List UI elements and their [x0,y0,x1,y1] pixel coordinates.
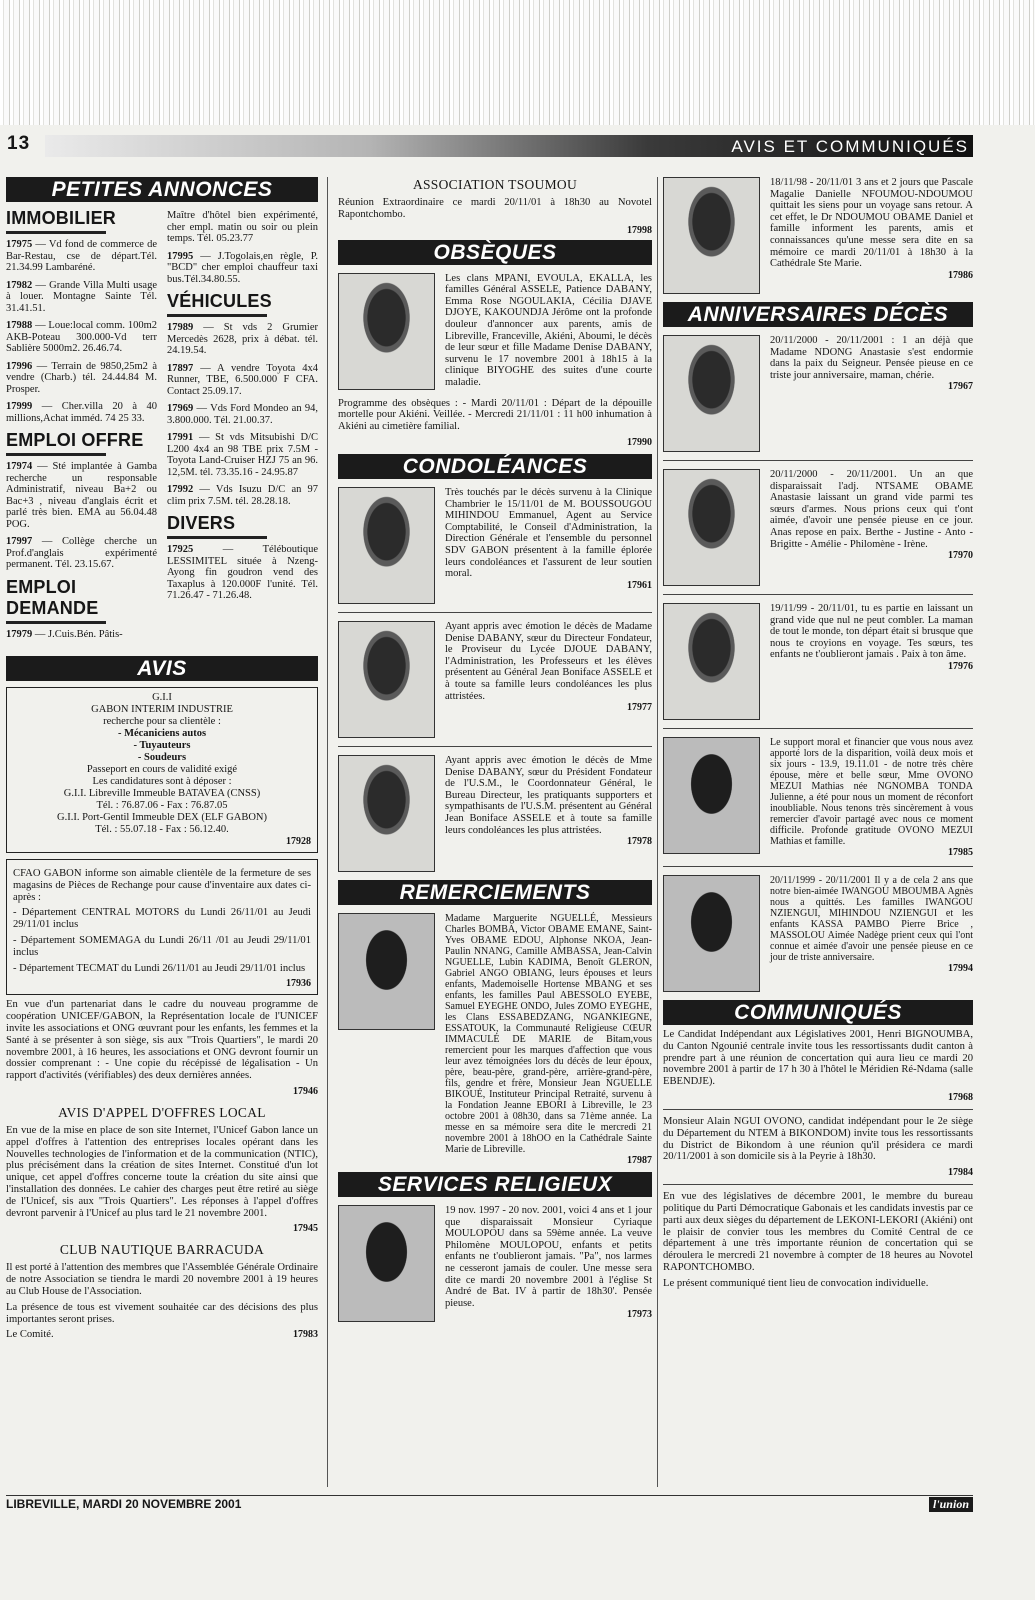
column-middle [338,177,652,1330]
portrait-photo [338,913,435,1030]
appel-offres-title: AVIS D'APPEL D'OFFRES LOCAL [58,1104,266,1120]
ref-number: 17967 [948,381,973,393]
anniversary-item [663,875,973,992]
club-sign: Le Comité. [6,1329,54,1341]
text-line: GABON INTERIM INDUSTRIE [91,704,233,715]
club-text: Il est porté à l'attention des membres que l'Assemblée Générale Ordinaire de notre Association se tiendra le mardi 20 novembre 2001 à 19 heures au Club House de l'Association. [6,1262,318,1297]
communique-text: Le présent communiqué tient lieu de convocation individuelle. [663,1277,929,1289]
ref-number: 17970 [948,550,973,562]
classified-ad: Maître d'hôtel bien expérimenté, cher empl. matin ou soir ou plein temps. Tél. 05.23.77 [167,210,318,244]
divider [6,231,106,234]
ref-number: 17946 [293,1085,318,1097]
ref-number: 17987 [627,1154,652,1166]
anniversaires-band: ANNIVERSAIRES DÉCÈS [663,302,973,327]
ref-number: 17986 [948,269,973,281]
classifieds-left [6,202,157,646]
ref-number: 17994 [948,963,973,974]
memorial-item [663,177,973,294]
ref-number: 17976 [948,660,973,672]
column-left [6,177,318,1345]
communique-text: Le Candidat Indépendant aux Législatives 2001, Henri BIGNOUMBA, du Canton Ngounié centrale invite tous les ressortissants dudit canton à prendre part à une réunion de concertation qui aura lieu ce mardi 20 novembre 2001 à partir de 17 h 30 à l'hôtel le Méridien Ré-Ndama (salle EBENDJE). [663,1029,973,1088]
communiques-band: COMMUNIQUÉS [663,1000,973,1025]
classified-ad: 17989 — St vds 2 Grumier Mercedès 2628, prix à débat. tél. 24.19.54. [167,322,318,356]
divider [663,1109,973,1110]
divider [663,594,973,595]
portrait-photo [663,603,760,720]
column-rule [327,177,328,1487]
ref-number: 17984 [948,1167,973,1179]
ref-number: 17973 [627,1309,652,1321]
services-religieux-band: SERVICES RELIGIEUX [338,1172,652,1197]
portrait-photo [338,273,435,390]
memorial-text: 18/11/98 - 20/11/01 3 ans et 2 jours que Pascale Magalie Danielle NFOUMOU-NDOUMOU quittait les siens pour un voyage sans retour. A cet effet, le Dr NDOUMOU OBAME Daniel et famille informent les parents, amis et connaissances qu'une messe sera dite en sa mémoire ce mardi 20/11/01 à 18h30 à la Cathédrale Ste Marie. 17986 [770,177,973,281]
page-number: 13 [7,133,31,154]
divider [663,1184,973,1185]
portrait-photo [663,737,760,854]
classified-ad: 17996 — Terrain de 9850,25m2 à vendre (Charb.) tél. 24.44.84 M. Prosper. [6,360,157,395]
remerciements-text: Madame Marguerite NGUELLÉ, Messieurs Charles BOMBA, Victor OBAME EMANE, Saint-Yves OBAME EDOU, Alphonse NKOA, Jean-Paulin NNANG, Camille AMBASSA, Jean-Calvin NGUELLE, Lubin KADIMA, Benoît GLERON, Gabriel ANGO OBIANG, leurs épouses et leurs enfants, Mademoiselle Hortense MBANG et ses enfants, les familles Paul ABESSOLO EYEBE, Samuel EYEGHE ONDO, Jules ZOMO EYEGHE, les Clans ESSABEDZANG, NGANKIEGNE, ESSATOUK, la Communauté Religieuse CŒUR IMMACULÉ DE MARIE de Bitam,vous remercient pour les marques d'affection que vous leur avez témoignées lors du décès de leur époux, père, beau-père, grand-père, arrière-grand-père, fils, gendre et frère, Monsieur Jean NGUELLE BIKOUÉ, Instituteur Principal Retraité, survenu à la Fondation Jeanne EBORI à Libreville, le 23 octobre 2001 à 08h30, dans sa 71ème année. La messe en sa mémoire sera dite le mercredi 21 novembre 2001 à 18hOO en la Cathédrale Sainte Marie de Libreville. [445,912,652,1155]
text-line: Tél. : 55.07.18 - Fax : 56.12.40. [95,824,229,835]
ref-number: 17968 [948,1091,973,1103]
appel-offres-text: En vue de la mise en place de son site Internet, l'Unicef Gabon lance un appel d'offres à l'attention des entreprises locales opérant dans les Nouvelles technologies de l'information et de la communication (NTIC), plus précisément dans la création de sites Internet. Constitué d'un lot unique, cet appel d'offres concerne toute la création du site ainsi que l'installation des données. Le cahier des charges peut être retiré au siège de l'Unicef, sis aux "Trois Quartiers". Les réponses à l'appel d'offres devront parvenir à l'Unicef au plus tard le 21 novembre 2001. [6,1124,318,1219]
condolence-text: Ayant appris avec émotion le décès de Mme Denise DABANY, sœur du Président Fondateur de l'U.S.M., le Coordonnateur Général, le Bureau Directeur, les pratiquants supporters et sympathisants de l'U.S.M. présentent au Général Jean Boniface ASSELE et à toute sa famille leurs condoléances les plus attristées. 17978 [445,754,652,848]
condolence-item [338,487,652,604]
newspaper-page [0,125,1035,1600]
assoc-text: Réunion Extraordinaire ce mardi 20/11/01 à 18h30 au Novotel Rapontchombo. [338,197,652,220]
ref-number: 17936 [286,978,311,990]
divers-heading: DIVERS [167,513,236,533]
portrait-photo [663,177,760,294]
portrait-photo [663,335,760,452]
club-sign-row [6,1329,318,1341]
condoleances-band: CONDOLÉANCES [338,454,652,479]
service-text: 19 nov. 1997 - 20 nov. 2001, voici 4 ans et 1 jour que disparaissait Monsieur Cyriaque MOULOPOU dans sa 59ème année. La veuve Philomène MOULOPOU, enfants et petits enfants ne t'oublieront jamais. "Pa", nos larmes ne cesseront jamais de couler. Une messe sera dite ce mardi 20 novembre 2001 à l'église St André de Bat. IV à partir de 18h30'. Pensée pieuse. 17973 [445,1204,652,1321]
text-line: Les candidatures sont à déposer : [92,776,232,787]
obituary-text: Les clans MPANI, EVOULA, EKALLA, les familles Général ASSELE, Patience DABANY, Emma Rose NGOULAKIA, Cécilia DJAVE DJOYE, KAKOUNDJA Jérôme ont la profonde douleur d'annoncer aux parents, amis de Libreville, Franceville, Akiéni, Aboumi, le décès de leur sœur et fille Madame Denise DABANY, survenu le 17 novembre 2001 à 18h15 à la clinique BIYOGHE des suites d'une courte maladie. [445,272,652,388]
obituary-item [338,273,652,390]
anniversary-text: 20/11/2000 - 20/11/2001. Un an que disparaissait l'adj. NTSAME OBAME Anastasie laissant un grand vide parmi tes sœurs d'armes. Nous prions ceux qui t'ont aimée, d'avoir une pensée pieuse en ce jour. Anas repose en paix. Berthe - Justine - Anto - Brigitte - Amélie - Philomène - Irène. 17970 [770,469,973,562]
text-line: G.I.I [152,692,172,703]
ref-number: 17998 [627,224,652,236]
portrait-photo [338,1205,435,1322]
avis-band: AVIS [6,656,318,681]
text-line: - Soudeurs [137,752,187,763]
ref-number: 17983 [293,1329,318,1341]
divider [663,866,973,867]
club-text: La présence de tous est vivement souhaitée car des décisions des plus importantes seront prises. [6,1301,318,1325]
paragraph: CFAO GABON informe son aimable clientèle de la fermeture de ses magasins de Pièces de Rechange pour cause d'inventaire aux dates ci-après : [13,868,311,903]
anniversary-item [663,469,973,586]
classified-ad: 17999 — Cher.villa 20 à 40 millions,Achat imméd. 74 25 33. [6,401,157,424]
condolence-item [338,755,652,872]
section-rubric: AVIS ET COMMUNIQUÉS [45,135,973,157]
paragraph: - Département SOMEMAGA du Lundi 26/11 /01 au Jeudi 29/11/01 inclus [13,934,311,958]
scan-background-top [0,0,1035,125]
anniversary-item [663,335,973,452]
page-footer [6,1495,973,1511]
anniversary-text: 20/11/2000 - 20/11/2001 : 1 an déjà que Madame NDONG Anastasie s'est endormie dans la paix du Seigneur. Pensée pieuse en ce triste jour anniversaire, maman, chérie. 17967 [770,335,973,393]
text-line: - Tuyauteurs [133,740,191,751]
petites-annonces-band: PETITES ANNONCES [6,177,318,202]
emploi-demande-heading: EMPLOI DEMANDE [6,576,99,618]
classifieds-grid [6,202,318,646]
text-line: G.I.I. Port-Gentil Immeuble DEX (ELF GABON) [57,812,267,823]
classified-ad: 17988 — Loue:local comm. 100m2 AKB-Poteau 300.000-Vd terr Sablière 5000m2. 26.46.74. [6,320,157,354]
text-line: Passeport en cours de validité exigé [86,764,238,775]
gii-notice [6,687,318,853]
divider [338,746,652,747]
divider [6,453,106,456]
classified-ad: 17995 — J.Togolais,en règle, P. "BCD" cher emploi chauffeur taxi bus.Tél.34.80.55. [167,250,318,285]
ref-number: 17978 [627,836,652,848]
classified-ad: 17997 — Collège cherche un Prof.d'anglais expérimenté permanent. Tél. 23.15.67. [6,536,157,570]
ref-number: 17928 [286,836,311,847]
vehicules-heading: VÉHICULES [167,291,272,311]
remerciements-band: REMERCIEMENTS [338,880,652,905]
paragraph: - Département CENTRAL MOTORS du Lundi 26/11/01 au Jeudi 29/11/01 inclus [13,907,311,931]
condolence-text: Ayant appris avec émotion le décès de Madame Denise DABANY, sœur du Directeur Fondateur, le Proviseur du Lycée DJOUE DABANY, l'Administration, les Professeurs et les élèves présentent au Général Jean Boniface ASSELE et à toute sa famille leurs condoléances les plus attristées. 17977 [445,620,652,714]
anniversary-text: Le support moral et financier que vous nous avez apporté lors de la disparition, voilà deux mois et six jours - 13.9, 19.11.01 - de notre très chère épouse, mère et belle sœur, Mme OVONO MEZUI Mathias née NGNOMBA TONDA Julienne, a été pour nous un moment de réconfort inoubliable. Nous tenons très sincèrement à vous remercier d'avoir partagé avec nous ce moment difficile. Profonde gratitude OVONO MEZUI Mathias et famille. 17985 [770,737,973,858]
classifieds-right [167,202,318,646]
classified-ad: 17969 — Vds Ford Mondeo an 94, 3.800.000. Tél. 21.00.37. [167,403,318,426]
anniversary-text: 20/11/1999 - 20/11/2001 Il y a de cela 2 ans que notre bien-aimée IWANGOU MBOUMBA Agnès nous a quittés. Les familles IWANGOU NZIENGUI, MIHINDOU NZIENGUI et les enfants KASSA PAMBO Pierre Brice , MASSOLOU Aimée Nadège prient ceux qui l'ont connue et aimée d'avoir une pensée pieuse en ce jour de triste anniversaire. 17994 [770,875,973,974]
divider [338,612,652,613]
emploi-offre-heading: EMPLOI OFFRE [6,430,144,450]
anniversary-text: 19/11/99 - 20/11/01, tu es partie en laissant un grand vide que nul ne peut combler. La maman de tout le monde, ton départ était si brusque que nous te croyions en voyage. Tes sœurs, tes enfants ne t'oublieront jamais . Paix à ton âme. 17976 [770,603,973,672]
ref-number: 17990 [627,436,652,448]
footer-dateline: LIBREVILLE, MARDI 20 NOVEMBRE 2001 [6,1497,242,1511]
portrait-photo [338,621,435,738]
column-rule [657,177,658,1487]
communique-text: En vue des législatives de décembre 2001, le membre du bureau politique du Parti Démocratique Gabonais et les candidats investis par ce parti aux deux sièges du département de LEKONI-LEKORI (Akiéni) ont le plaisir de convier tous les membres du Comité Central de ce département à une très importante réunion de concertation qui se déroulera le mercredi 21 novembre à compter de 18 heures au Novotel RAPONTCHOMBO. [663,1191,973,1273]
classified-ad: 17974 — Sté implantée à Gamba recherche un responsable Administratif, niveau Ba+2 ou Bac+3 , niveau d'anglais écrit et parlé très bien. EMA au 56.04.48 POG. [6,461,157,530]
classified-ad: 17975 — Vd fond de commerce de Bar-Restau, cse de départ.Tél. 21.34.99 Lambaréné. [6,239,157,273]
paragraph: - Département TECMAT du Lundi 26/11/01 au Jeudi 29/11/01 inclus [13,962,306,974]
anniversary-item [663,603,973,720]
text-line: recherche pour sa clientèle : [103,716,221,727]
ref-number: 17985 [948,847,973,858]
newspaper-logo: l'union [929,1497,973,1512]
portrait-photo [663,875,760,992]
text-line: G.I.I. Libreville Immeuble BATAVEA (CNSS) [63,788,261,799]
divider [663,728,973,729]
portrait-photo [338,755,435,872]
ref-number: 17961 [627,579,652,591]
column-right [663,177,973,1294]
classified-ad: 17925 — Téléboutique LESSIMITEL située à Nzeng-Ayong fin goudron vend des Taxaplus à 120.000F l'unité. Tél. 71.26.47 - 71.26.48. [167,544,318,601]
ref-number: 17945 [293,1223,318,1235]
obseques-band: OBSÈQUES [338,240,652,265]
classified-ad: 17897 — A vendre Toyota 4x4 Runner, TBE, 6.500.000 F CFA. Contact 25.09.17. [167,362,318,397]
classified-ad: 17992 — Vds Isuzu D/C an 97 clim prix 7.5M. tél. 28.28.18. [167,484,318,507]
text-line: - Mécaniciens autos [117,728,207,739]
text-line: Tél. : 76.87.06 - Fax : 76.87.05 [96,800,228,811]
divider [6,621,106,624]
divider [167,536,267,539]
cfao-notice [6,859,318,995]
club-title: CLUB NAUTIQUE BARRACUDA [59,1242,265,1258]
imm-ads [6,239,157,424]
obseques-program: Programme des obsèques : - Mardi 20/11/01 : Départ de la dépouille mortelle pour Akiéni. Veillée. - Mercredi 21/11/01 : 11 h00 inhumation à Akiéni au cimetière familial. [338,397,652,433]
immobilier-heading: IMMOBILIER [6,208,116,228]
service-item [338,1205,652,1322]
portrait-photo [663,469,760,586]
classified-ad: 17982 — Grande Villa Multi usage à louer. Montagne Sainte Tél. 31.41.51. [6,279,157,314]
anniversary-item [663,737,973,858]
communique-text: Monsieur Alain NGUI OVONO, candidat indépendant pour le 2e siège du Département du NTEM à BIKONDOM) invite tous les ressortissants du District de Bikondom à une réunion qu'il présidera ce mardi 20/11/2001 à son domicile sis à la Peyrie à 18h30. [663,1115,973,1163]
portrait-photo [338,487,435,604]
divider [663,460,973,461]
classified-ad: 17979 — J.Cuis.Bén. Pâtis- [6,628,123,640]
divider [167,314,267,317]
condolence-text: Très touchés par le décès survenu à la Clinique Chambrier le 15/11/01 de M. BOUSSOUGOU MIHINDOU Emmanuel, Agent au Service Comptabilité, le Conseil d'Administration, la Direction Générale et l'ensemble du personnel SDV GABON présentent à la famille éplorée leurs condoléances et l'assurent de leur soutien moral. 17961 [445,486,652,591]
classified-ad: 17991 — St vds Mitsubishi D/C L200 4x4 an 98 TBE prix 7.5M - Toyota Land-Cruiser HZJ 75 an 96. 12,5M. tél. 73.35.16 - 24.95.87 [167,432,318,478]
remerciements-item [338,913,652,1155]
assoc-title: ASSOCIATION TSOUMOU [412,177,578,192]
condolence-item [338,621,652,738]
unicef-notice: En vue d'un partenariat dans le cadre du nouveau programme de coopération UNICEF/GABON, la Représentation locale de l'UNICEF invite les associations et ONG œuvrant pour les enfants, les femmes et la Santé à se présenter à son siège, sis aux "Trois Quartiers", le mardi 20 novembre 2001, à 16 heures, les associations et ONG devront fournir un dossier comprenant : - Une copie du récépissé de légalisation - Un rapport d'activités (vérifiables) des deux dernières années. [6,999,318,1082]
ref-number: 17977 [627,702,652,714]
